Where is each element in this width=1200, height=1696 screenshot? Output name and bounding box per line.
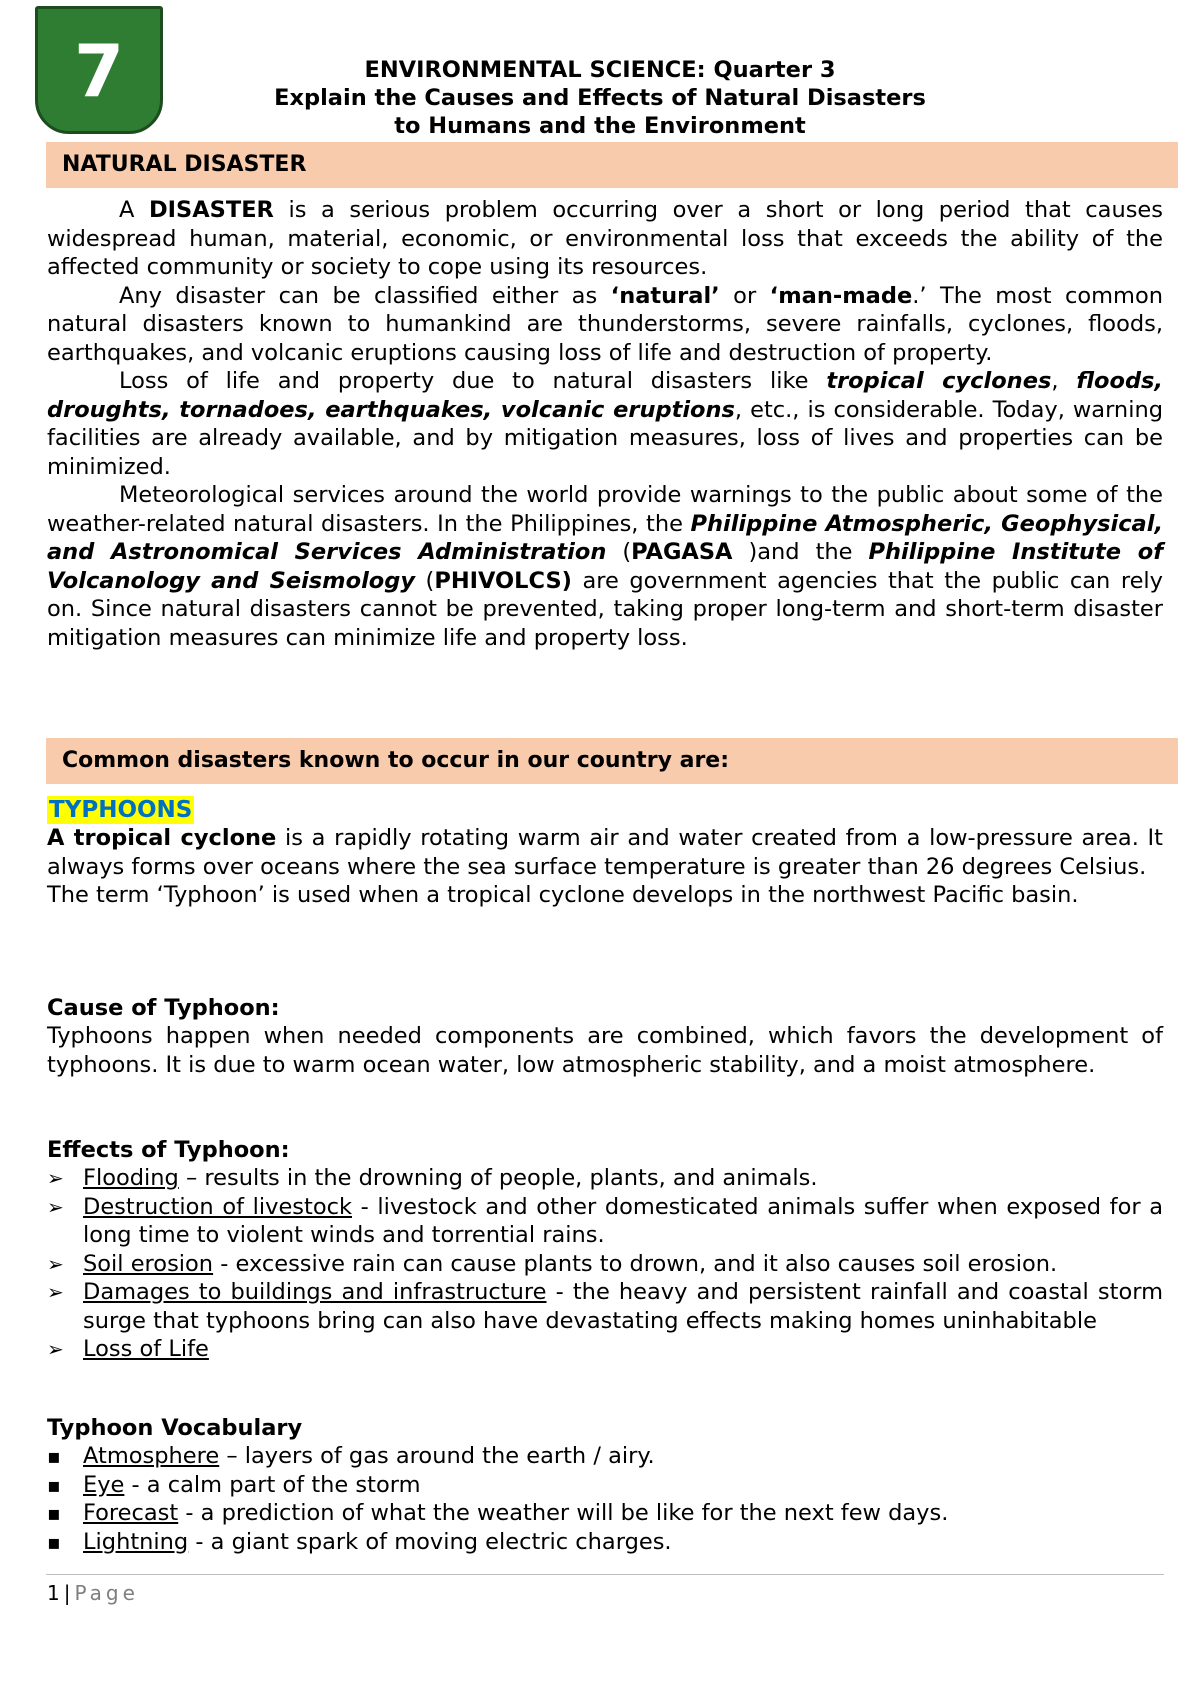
vocabulary-list [47,1442,1163,1556]
list-item: ➢ Damages to buildings and infrastructure - the heavy and persistent rainfall and coastal storm surge that typhoons bring can also have devastating effects making homes uninhabitable [47,1279,1163,1334]
square-bullet-icon: ▪ [47,1444,61,1468]
grade-badge: 7 [35,6,163,134]
natural-disaster-body [47,196,1163,652]
tropical-cyclone-body [47,824,1163,910]
arrow-bullet-icon: ➢ [47,1337,64,1361]
list-item: ▪ Forecast - a prediction of what the weather will be like for the next few days. [47,1500,949,1526]
footer-divider [46,1574,1164,1575]
page-label: Page [74,1581,139,1605]
document-header [200,56,1000,140]
header-line-1: ENVIRONMENTAL SCIENCE: Quarter 3 [364,57,836,83]
square-bullet-icon: ▪ [47,1472,61,1497]
header-line-2: Explain the Causes and Effects of Natural Disasters [274,85,926,111]
effects-list [47,1164,1163,1364]
paragraph-disaster-definition: A DISASTER is a serious problem occurring over a short or long period that causes widespread human, material, economic, or environmental loss that exceeds the ability of the affected community or society to cope using its resources. [47,197,1163,280]
section-band-natural-disaster: NATURAL DISASTER [46,142,1178,188]
square-bullet-icon: ▪ [47,1501,61,1525]
page-number: 1 [47,1581,60,1605]
square-bullet-icon: ▪ [47,1529,61,1554]
arrow-bullet-icon: ➢ [47,1280,64,1304]
paragraph-disaster-classification: Any disaster can be classified either as ‘natural’ or ‘man-made.’ The most common natural disasters known to humankind are thunderstorms, severe rainfalls, cyclones, floods, earthquakes, and volcanic eruptions causing loss of life and destruction of property. [47,282,1163,366]
page-footer [47,1580,139,1606]
paragraph-meteorological-services: Meteorological services around the world provide warnings to the public about some of the weather-related natural disasters. In the Philippines, the Philippine Atmospheric, Geophysical, and Astronomical Services Administration (PAGASA )and the Philippine Institute of Volcanology and Seismology (PHIVOLCS) are government agencies that the public can rely on. Since natural disasters cannot be prevented, taking proper long-term and short-term disaster mitigation measures can minimize life and property loss. [47,482,1164,651]
typhoons-heading: TYPHOONS [49,797,193,823]
cause-of-typhoon-text: Typhoons happen when needed components are combined, which favors the development of typhoons. It is due to warm ocean water, low atmospheric stability, and a moist atmosphere. [47,1023,1163,1078]
list-item: ▪ Lightning - a giant spark of moving electric charges. [47,1528,672,1555]
paragraph-loss-of-life: Loss of life and property due to natural disasters like tropical cyclones, floods, droughts, tornadoes, earthquakes, volcanic eruptions, etc., is considerable. Today, warning facilities are already available, and by mitigation measures, loss of lives and properties can be minimized. [47,368,1163,480]
paragraph-tropical-cyclone: A tropical cyclone is a rapidly rotating warm air and water created from a low-pressure area. It always forms over oceans where the sea surface temperature is greater than 26 degrees Celsius. [47,825,1163,880]
paragraph-typhoon-term: The term ‘Typhoon’ is used when a tropical cyclone develops in the northwest Pacific basin. [47,882,1079,908]
list-item: ➢ Flooding – results in the drowning of people, plants, and animals. [47,1165,818,1191]
list-item: ▪ Atmosphere – layers of gas around the earth / airy. [47,1443,655,1469]
list-item: ➢ Loss of Life [47,1336,209,1362]
arrow-bullet-icon: ➢ [47,1194,64,1219]
list-item: ▪ Eye - a calm part of the storm [47,1471,421,1498]
arrow-bullet-icon: ➢ [47,1251,64,1276]
section-band-common-disasters: Common disasters known to occur in our country are: [46,738,1178,784]
cause-of-typhoon-heading: Cause of Typhoon: [47,995,280,1021]
effects-of-typhoon-heading: Effects of Typhoon: [47,1137,290,1163]
list-item: ➢ Soil erosion - excessive rain can cause plants to drown, and it also causes soil erosion. [47,1250,1058,1277]
typhoon-vocabulary-heading: Typhoon Vocabulary [47,1415,303,1441]
header-line-3: to Humans and the Environment [394,113,806,139]
footer-separator: | [63,1581,71,1605]
arrow-bullet-icon: ➢ [47,1166,64,1190]
list-item: ➢ Destruction of livestock - livestock and other domesticated animals suffer when exposed for a long time to violent winds and torrential rains. [47,1193,1163,1248]
